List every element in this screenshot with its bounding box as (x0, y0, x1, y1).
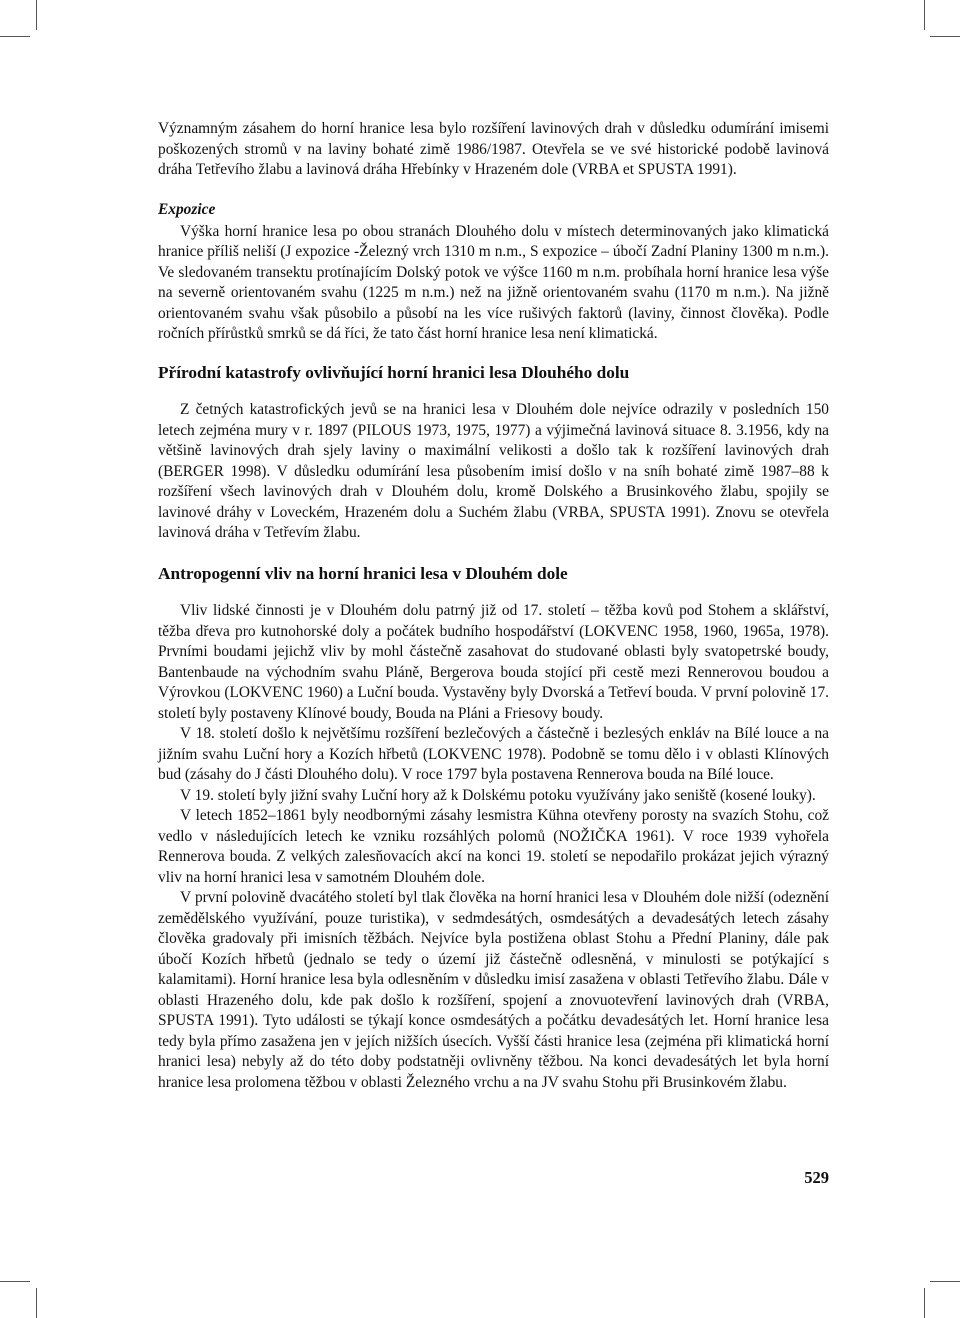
anthropogenic-paragraph-5: V první polovině dvacátého století byl tlak člověka na horní hranici lesa v Dlouhém dole nižší (odeznění zemědělského využívání, pouze turistika), v sedmdesátých, osmdesátých a devadesátých letech zásahy člověka gradovaly při imisních těžbách. Nejvíce byla postižena oblast Stohu a Přední Planiny, dále pak úbočí Kozích hřbetů (jednalo se tedy o území již částečně odlesněná, v minulosti se potýkající s kalamitami). Horní hranice lesa byla odlesněním v důsledku imisí zasažena v oblasti Tetřevího žlabu. Dále v oblasti Hrazeného dolu, kde pak došlo k rozšíření, spojení a znovuotevření lavinových drah (VRBA, SPUSTA 1991). Tyto události se týkají konce osmdesátých a počátku devadesátých let. Horní hranice lesa tedy byla přímo zasažena jen v jejích nižších úsecích. Vyšší části hranice lesa (zejména při klimatická horní hranici lesa) nebyly až do této doby podstatněji ovlivněny těžbou. Na konci devadesátých let byla horní hranice lesa prolomena těžbou v oblasti Železného vrchu a na JV svahu Stohu při Brusinkovém žlabu. (158, 889, 829, 1091)
anthropogenic-paragraph-3: V 19. století byly jižní svahy Luční hory až k Dolskému potoku využívány jako seniště (kosené louky). (180, 786, 816, 804)
crop-mark-top-left-vertical (36, 0, 37, 30)
crop-mark-top-left-horizontal (0, 36, 30, 37)
intro-text: Významným zásahem do horní hranice lesa bylo rozšíření lavinových drah v důsledku odumírání imisemi poškozených stromů v na laviny bohaté zimě 1986/1987. Otevřela se ve své historické podobě lavinová dráha Tetřevího žlabu a lavinová dráha Hřebínky v Hrazeném dole (VRBA et SPUSTA 1991). (158, 120, 829, 178)
crop-mark-bottom-left-vertical (36, 1288, 37, 1318)
crop-mark-bottom-left-horizontal (0, 1281, 30, 1282)
natural-disasters-text: Z četných katastrofických jevů se na hranici lesa v Dlouhém dole nejvíce odrazily v posledních 150 letech zejména mury v r. 1897 (PILOUS 1973, 1975, 1977) a výjimečná lavinová situace 8. 3.1956, kdy na většině lavinových drah sjely laviny o maximální velikosti a došlo tak k rozšíření lavinových drah (BERGER 1998). V důsledku odumírání lesa působením imisí došlo v na sníh bohaté zimě 1987–88 k rozšíření všech lavinových drah v Dlouhém dolu, kromě Dolského a Brusinkového žlabu, spojily se lavinové dráhy v Loveckém, Hrazeném dolu a Suchém žlabu (VRBA, SPUSTA 1991). Znovu se otevřela lavinová dráha v Tetřevím žlabu. (158, 401, 829, 541)
anthropogenic-paragraph-2: V 18. století došlo k největšímu rozšíření bezlečových a částečně i bezlesých enkláv na Bílé louce a na jižním svahu Luční hory a Kozích hřbetů (LOKVENC 1978). Podobně se tomu dělo i v oblasti Klínových bud (zásahy do J části Dlouhého dolu). V roce 1797 byla postavena Rennerova bouda na Bílé louce. (158, 725, 829, 783)
section-heading-natural-disasters: Přírodní katastrofy ovlivňující horní hranici lesa Dlouhého dolu (158, 363, 630, 382)
anthropogenic-paragraph-4: V letech 1852–1861 byly neodbornými zásahy lesmistra Kühna otevřeny porosty na svazích Stohu, což vedlo v následujících letech ke vzniku rozsáhlých polomů (NOŽIČKA 1961). V roce 1939 vyhořela Rennerova bouda. Z velkých zalesňovacích akcí na konci 19. století se nepodařilo prokázat jejich výrazný vliv na horní hranici lesa v samotném Dlouhém dole. (158, 807, 829, 886)
anthropogenic-influence-body (158, 601, 829, 1093)
crop-mark-bottom-right-vertical (924, 1288, 925, 1318)
expozice-block (158, 200, 829, 345)
section-heading-anthropogenic-influence: Antropogenní vliv na horní hranici lesa v Dlouhém dole (158, 564, 568, 583)
intro-paragraph (158, 119, 829, 181)
anthropogenic-paragraph-1: Vliv lidské činnosti je v Dlouhém dolu patrný již od 17. století – těžba kovů pod Stohem a sklářství, těžba dřeva pro kutnohorské doly a počátek budního hospodářství (LOKVENC 1958, 1960, 1965a, 1978). Prvními boudami jejichž vliv by mohl částečně zasahovat do studované oblasti byly svatopetrské boudy, Bantenbaude na východním svahu Pláně, Bergerova bouda stojící při cestě mezi Rennerovou boudou a Výrovkou (LOKVENC 1960) a Luční bouda. Vystavěny byly Dvorská a Tetřeví bouda. V první polovině 17. století byly postaveny Klínové boudy, Bouda na Pláni a Friesovy boudy. (158, 602, 829, 722)
crop-mark-top-right-horizontal (930, 36, 960, 37)
expozice-label: Expozice (158, 201, 216, 218)
crop-mark-bottom-right-horizontal (930, 1281, 960, 1282)
crop-mark-top-right-vertical (924, 0, 925, 30)
natural-disasters-paragraph (158, 400, 829, 544)
page-number: 529 (804, 1168, 829, 1187)
expozice-text: Výška horní hranice lesa po obou stranách Dlouhého dolu v místech determinovaných jako klimatická hranice příliš neliší (J expozice -Železný vrch 1310 m n.m., S expozice – úbočí Zadní Planiny 1300 m n.m.). Ve sledovaném transektu protínajícím Dolský potok ve výšce 1160 m n.m. probíhala horní hranice lesa výše na severně orientovaném svahu (1225 m n.m.) než na jižně orientovaném svahu (1170 m n.m.). Na jižně orientovaném svahu však působilo a působí na les více rušivých faktorů (laviny, činnost člověka). Podle ročních přírůstků smrků se dá říci, že tato část horní hranice lesa není klimatická. (158, 222, 829, 342)
